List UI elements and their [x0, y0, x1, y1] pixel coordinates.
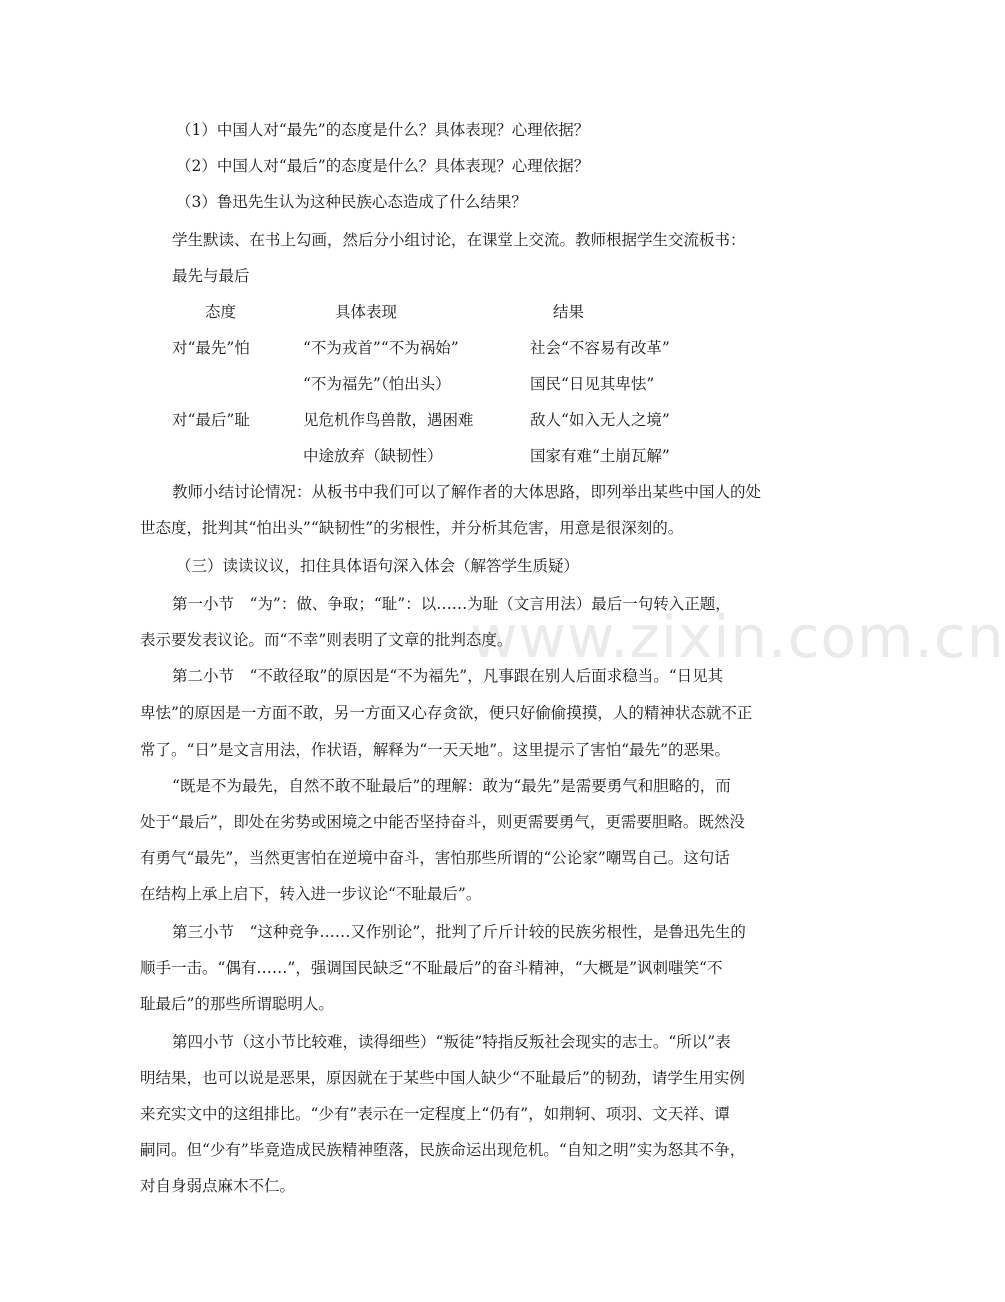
paragraph-line: 第三小节 “这种竞争……又作别论”，批判了斤斤计较的民族劣根性，是鲁迅先生的 — [172, 923, 746, 941]
watermark: www.zixin.com.cn — [470, 603, 1005, 671]
summary-line: 教师小结讨论情况：从板书中我们可以了解作者的大体思路，即列举出某些中国人的处 — [172, 483, 762, 501]
table-header-result: 结果 — [553, 303, 585, 321]
table-cell: 对“最后”耻 — [172, 411, 250, 429]
table-cell: 社会“不容易有改革” — [530, 339, 670, 357]
table-cell: 中途放弃（缺韧性） — [303, 447, 443, 465]
paragraph-line: 嗣同。但“少有”毕竟造成民族精神堕落，民族命运出现危机。“自知之明”实为怒其不争， — [140, 1141, 746, 1159]
question-1: （1）中国人对“最先”的态度是什么？具体表现？心理依据？ — [176, 121, 590, 139]
paragraph-line: 明结果，也可以说是恶果，原因就在于某些中国人缺少“不耻最后”的韧劲，请学生用实例 — [140, 1069, 745, 1087]
table-cell: “不为福先”（怕出头） — [303, 375, 451, 393]
board-title: 最先与最后 — [172, 267, 250, 285]
paragraph-line: 来充实文中的这组排比。“少有”表示在一定程度上“仍有”，如荆轲、项羽、文天祥、谭 — [140, 1105, 730, 1123]
question-3: （3）鲁迅先生认为这种民族心态造成了什么结果？ — [176, 193, 527, 211]
table-cell: 国家有难“土崩瓦解” — [530, 447, 670, 465]
paragraph-line: 第二小节 “不敢径取”的原因是“不为福先”，凡事跟在别人后面求稳当。“日见其 — [172, 667, 724, 685]
paragraph-line: 第一小节 “为”：做、争取；“耻”：以……为耻（文言用法）最后一句转入正题， — [172, 595, 731, 613]
summary-line: 世态度，批判其“怕出头”“缺韧性”的劣根性，并分析其危害，用意是很深刻的。 — [140, 519, 684, 537]
paragraph-line: 对自身弱点麻木不仁。 — [140, 1177, 296, 1195]
paragraph-line: 在结构上承上启下，转入进一步议论“不耻最后”。 — [140, 885, 482, 903]
paragraph-line: “既是不为最先，自然不敢不耻最后”的理解：敢为“最先”是需要勇气和胆略的，而 — [172, 777, 731, 795]
paragraph-line: 处于“最后”，即处在劣势或困境之中能否坚持奋斗，则更需要勇气，更需要胆略。既然没 — [140, 813, 745, 831]
table-header-manifestation: 具体表现 — [335, 303, 398, 321]
paragraph-line: 耻最后”的那些所谓聪明人。 — [140, 995, 334, 1013]
question-2: （2）中国人对“最后”的态度是什么？具体表现？心理依据？ — [176, 157, 590, 175]
table-header-attitude: 态度 — [205, 303, 237, 321]
paragraph-line: 常了。“日”是文言用法，作状语，解释为“一天天地”。这里提示了害怕“最先”的恶果。 — [140, 741, 731, 759]
section-heading: （三）读读议议，扣住具体语句深入体会（解答学生质疑） — [176, 557, 580, 575]
intro-paragraph: 学生默读、在书上勾画，然后分小组讨论，在课堂上交流。教师根据学生交流板书： — [172, 231, 746, 249]
table-cell: 国民“日见其卑怯” — [530, 375, 655, 393]
paragraph-line: 顺手一击。“偶有……”，强调国民缺乏“不耻最后”的奋斗精神，“大概是”讽刺嗤笑“不 — [140, 959, 723, 977]
paragraph-line: 卑怯”的原因是一方面不敢，另一方面又心存贪欲，便只好偷偷摸摸，人的精神状态就不正 — [140, 704, 753, 722]
paragraph-line: 有勇气“最先”，当然更害怕在逆境中奋斗，害怕那些所谓的“公论家”嘲骂自己。这句话 — [140, 849, 730, 867]
table-cell: 见危机作鸟兽散，遇困难 — [303, 411, 474, 429]
paragraph-line: 第四小节（这小节比较难，读得细些）“叛徒”特指反叛社会现实的志士。“所以”表 — [172, 1033, 731, 1051]
table-cell: 对“最先”怕 — [172, 339, 250, 357]
table-cell: 敌人“如入无人之境” — [530, 411, 670, 429]
paragraph-line: 表示要发表议论。而“不幸”则表明了文章的批判态度。 — [140, 631, 513, 649]
table-cell: “不为戎首”“不为祸始” — [303, 339, 459, 357]
